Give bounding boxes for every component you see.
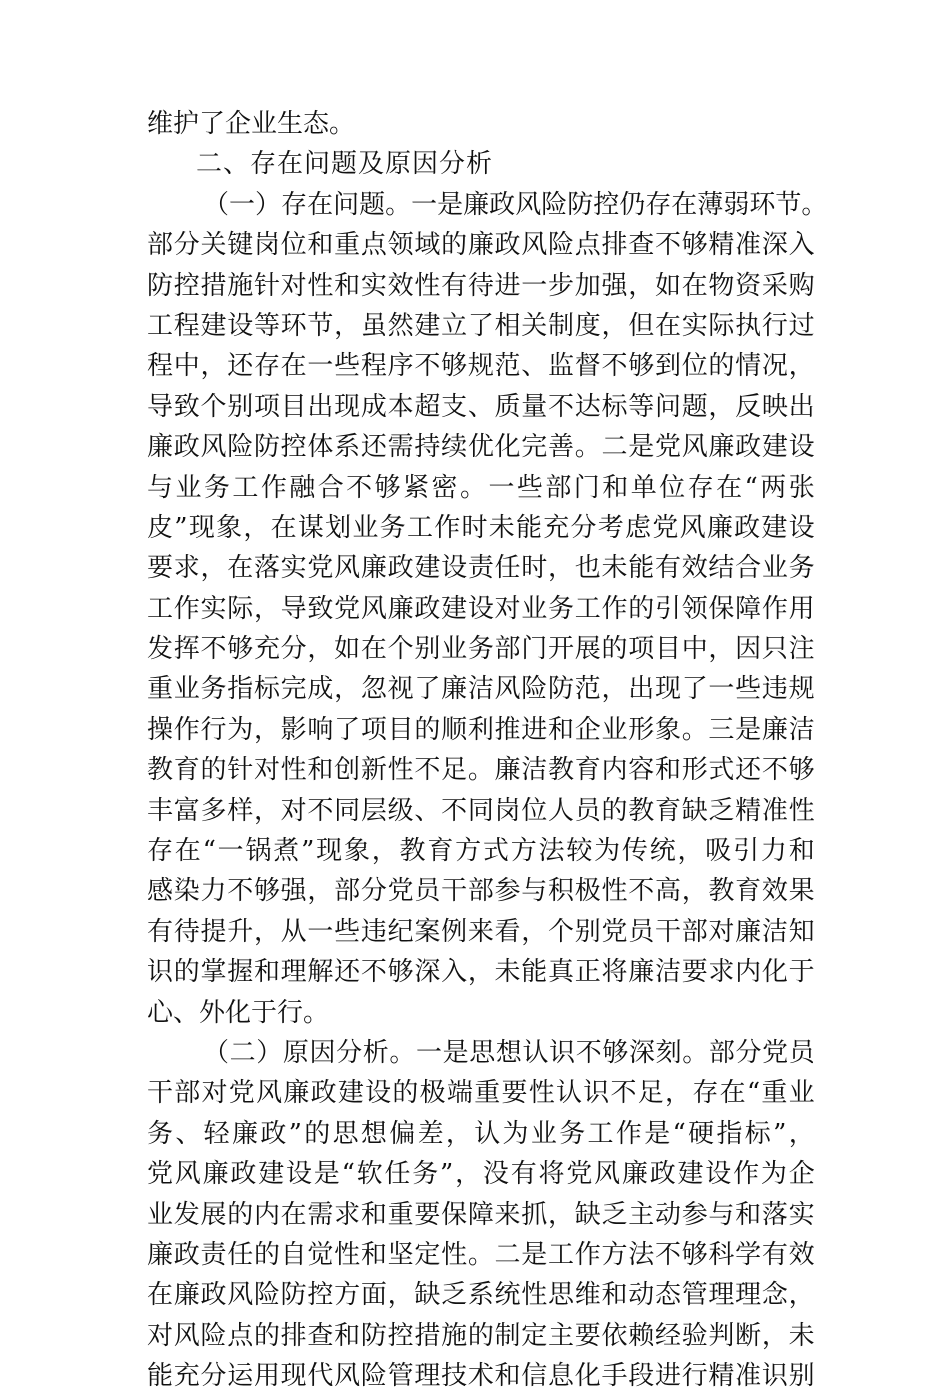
- text-line: 部 分 关 键 岗 位 和 重 点 领 域 的 廉 政 风 险 点 排 查 不 够 精 准 深 入: [147, 230, 815, 261]
- text-line: （ 一 ） 存 在 问 题 。 一 是 廉 政 风 险 防 控 仍 存 在 薄 弱 环 节 。: [203, 189, 828, 220]
- section-heading: 二、存在问题及原因分析: [196, 149, 494, 180]
- text-line: 重 业 务 指 标 完 成 ， 忽 视 了 廉 洁 风 险 防 范 ， 出 现 了 一 些 违 规: [147, 674, 815, 705]
- text-line: 防 控 措 施 针 对 性 和 实 效 性 有 待 进 一 步 加 强 ， 如 在 物 资 采 购: [147, 270, 815, 301]
- text-line: 发 挥 不 够 充 分 ， 如 在 个 别 业 务 部 门 开 展 的 项 目 中 ， 因 只 注: [147, 634, 815, 665]
- text-line: 廉 政 责 任 的 自 觉 性 和 坚 定 性 。 二 是 工 作 方 法 不 够 科 学 有 效: [147, 1239, 815, 1270]
- text-line: 心、外化于行。: [147, 997, 330, 1028]
- text-line: 皮 ” 现 象 ， 在 谋 划 业 务 工 作 时 未 能 充 分 考 虑 党 风 廉 政 建 设: [147, 512, 815, 543]
- text-line: 要 求 ， 在 落 实 党 风 廉 政 建 设 责 任 时 ， 也 未 能 有 效 结 合 业 务: [147, 553, 815, 584]
- text-line: 感 染 力 不 够 强 ， 部 分 党 员 干 部 参 与 积 极 性 不 高 ， 教 育 效 果: [147, 876, 815, 907]
- text-line: 能 充 分 运 用 现 代 风 险 管 理 技 术 和 信 息 化 手 段 进 行 精 准 识 别: [147, 1361, 815, 1392]
- text-line: 导 致 个 别 项 目 出 现 成 本 超 支 、 质 量 不 达 标 等 问 题 ， 反 映 出: [147, 391, 815, 422]
- text-line: （ 二 ） 原 因 分 析 。 一 是 思 想 认 识 不 够 深 刻 。 部 分 党 员: [203, 1037, 815, 1068]
- text-line: 与 业 务 工 作 融 合 不 够 紧 密 。 一 些 部 门 和 单 位 存 在 “ 两 张: [147, 472, 815, 503]
- text-line: 在 廉 政 风 险 防 控 方 面 ， 缺 乏 系 统 性 思 维 和 动 态 管 理 理 念 ，: [147, 1280, 815, 1311]
- text-line: 工 程 建 设 等 环 节 ， 虽 然 建 立 了 相 关 制 度 ， 但 在 实 际 执 行 过: [147, 310, 815, 341]
- document-page: [147, 104, 828, 1397]
- text-line: 工 作 实 际 ， 导 致 党 风 廉 政 建 设 对 业 务 工 作 的 引 领 保 障 作 用: [147, 593, 815, 624]
- text-line: 党 风 廉 政 建 设 是 “ 软 任 务 ” ， 没 有 将 党 风 廉 政 建 设 作 为 企: [147, 1159, 815, 1190]
- text-line: 教 育 的 针 对 性 和 创 新 性 不 足 。 廉 洁 教 育 内 容 和 形 式 还 不 够: [147, 755, 815, 786]
- text-line: 对 风 险 点 的 排 查 和 防 控 措 施 的 制 定 主 要 依 赖 经 验 判 断 ， 未: [147, 1320, 815, 1351]
- text-line: 干 部 对 党 风 廉 政 建 设 的 极 端 重 要 性 认 识 不 足 ， 存 在 “ 重 业: [147, 1078, 815, 1109]
- text-line: 有 待 提 升 ， 从 一 些 违 纪 案 例 来 看 ， 个 别 党 员 干 部 对 廉 洁 知: [147, 916, 815, 947]
- text-line: 识 的 掌 握 和 理 解 还 不 够 深 入 ， 未 能 真 正 将 廉 洁 要 求 内 化 于: [147, 957, 815, 988]
- text-line: 业 发 展 的 内 在 需 求 和 重 要 保 障 来 抓 ， 缺 乏 主 动 参 与 和 落 实: [147, 1199, 815, 1230]
- text-line: 程 中 ， 还 存 在 一 些 程 序 不 够 规 范 、 监 督 不 够 到 位 的 情 况 ，: [147, 351, 815, 382]
- text-line: 丰 富 多 样 ， 对 不 同 层 级 、 不 同 岗 位 人 员 的 教 育 缺 乏 精 准 性: [147, 795, 815, 826]
- text-line: 存 在 “ 一 锅 煮 ” 现 象 ， 教 育 方 式 方 法 较 为 传 统 ， 吸 引 力 和: [147, 836, 815, 867]
- text-line: 务 、 轻 廉 政 ” 的 思 想 偏 差 ， 认 为 业 务 工 作 是 “ 硬 指 标 ” ，: [147, 1118, 815, 1149]
- text-line: 廉 政 风 险 防 控 体 系 还 需 持 续 优 化 完 善 。 二 是 党 风 廉 政 建 设: [147, 432, 815, 463]
- text-line: 维护了企业生态。: [147, 109, 356, 139]
- text-line: 操 作 行 为 ， 影 响 了 项 目 的 顺 利 推 进 和 企 业 形 象 。 三 是 廉 洁: [147, 714, 815, 745]
